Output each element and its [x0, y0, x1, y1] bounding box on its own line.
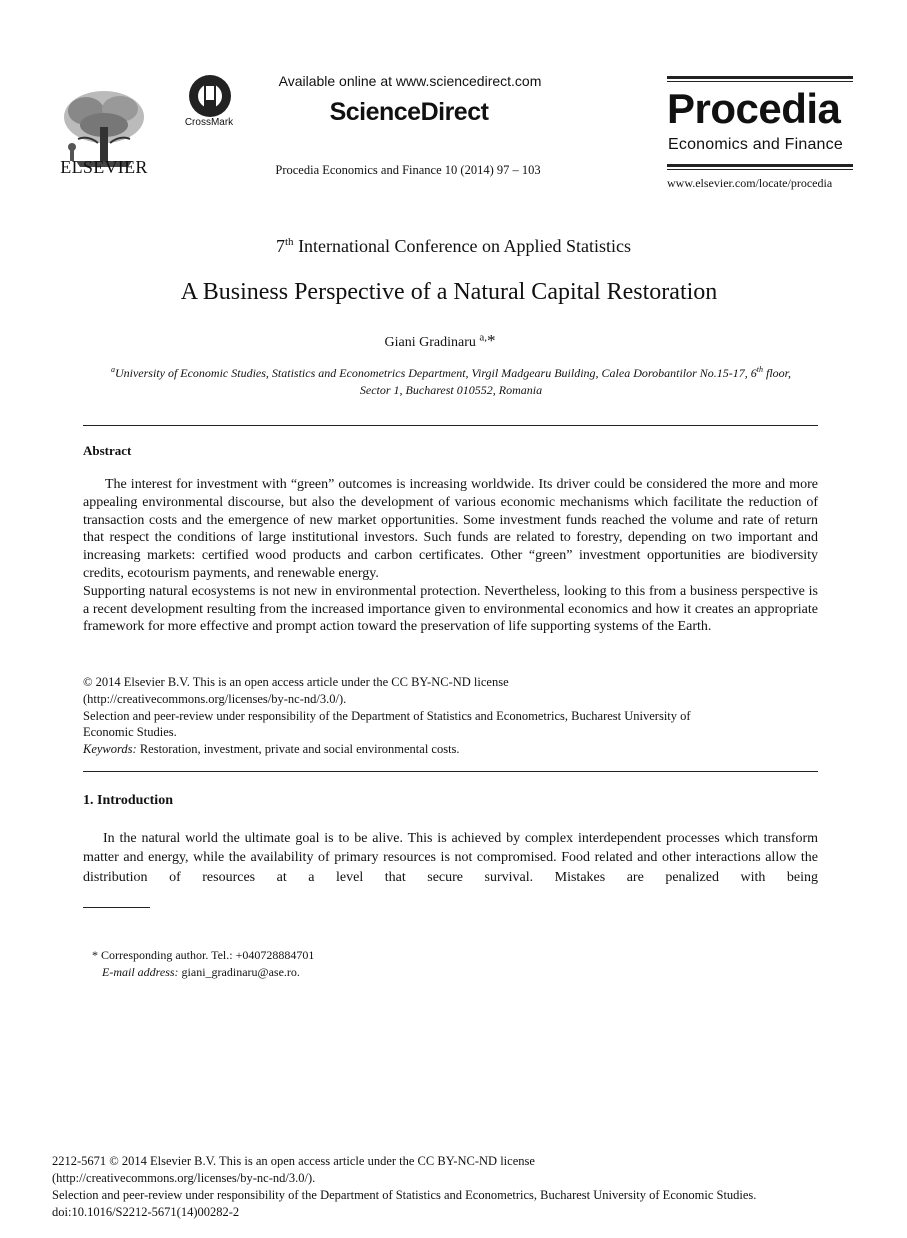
footer-issn-line: 2212-5671 © 2014 Elsevier B.V. This is an open access article under the CC BY-NC-ND license — [52, 1154, 535, 1168]
email-address[interactable]: giani_gradinaru@ase.ro. — [178, 965, 300, 979]
keywords-line — [83, 741, 818, 758]
floor-ordinal: th — [756, 365, 764, 374]
available-online-text: Available online at www.sciencedirect.com — [278, 73, 542, 89]
footer-doi[interactable]: doi:10.1016/S2212-5671(14)00282-2 — [52, 1205, 240, 1219]
abstract-paragraph-2: Supporting natural ecosystems is not new in environmental protection. Nevertheless, looking to this from a business perspective is a recent development resulting from the increased importance given to environmental economics and how it creates an appropriate framework for more effective and prompt action toward the preservation of life supporting systems of the Earth. — [83, 583, 818, 635]
abstract-heading: Abstract — [83, 443, 132, 458]
page-footer — [52, 1153, 756, 1221]
email-label: E-mail address: — [102, 965, 179, 979]
introduction-paragraph: In the natural world the ultimate goal is to be alive. This is achieved by complex interdependent processes which transform matter and energy, while the availability of primary resources is not compromised. Food related and other interactions allow the distribution of resources at a level that secure survival. Mistakes are penalized with being — [83, 831, 818, 885]
abstract-bottom-rule — [83, 771, 818, 772]
journal-reference: Procedia Economics and Finance 10 (2014) 97 – 103 — [275, 163, 541, 177]
conference-number: 7 — [276, 236, 285, 256]
author-line — [0, 331, 880, 351]
paper-title: A Business Perspective of a Natural Capital Restoration — [180, 279, 718, 305]
sciencedirect-logo: ScienceDirect — [329, 98, 489, 126]
abstract-paragraph-1: The interest for investment with “green” outcomes is increasing worldwide. Its driver could be considered the more and more appealing environmental discourse, but also the development of various economic mechanisms which facilitate the reduction of transaction costs and the emergence of new market opportunities. Some investment funds reached the volume and rate of return that respect the conditions of large institutional investors. Such funds are related to forestry, depending on two important and increasing markets: certified wood products and carbon certificates. Other “green” investment opportunities are biodiversity credits, ecotourism payments, and renewable energy. — [83, 477, 818, 581]
author-name: Giani Gradinaru — [384, 335, 476, 350]
procedia-url[interactable]: www.elsevier.com/locate/procedia — [667, 176, 833, 190]
procedia-bottom-rule — [667, 164, 853, 167]
affiliation-line2: Sector 1, Bucharest 010552, Romania — [359, 383, 543, 397]
author-affil-mark: a, — [479, 331, 487, 344]
author-star: * — [487, 331, 496, 350]
selection-line-2: Economic Studies. — [83, 725, 177, 740]
affiliation — [84, 361, 818, 399]
elsevier-wordmark: ELSEVIER — [60, 157, 148, 177]
footer-license-link[interactable]: (http://creativecommons.org/licenses/by-nc-nd/3.0/). — [52, 1171, 316, 1185]
affiliation-mark: a — [110, 365, 115, 374]
license-link[interactable]: (http://creativecommons.org/licenses/by-nc-nd/3.0/). — [83, 691, 347, 706]
footer-selection-line: Selection and peer-review under responsibility of the Department of Statistics and Econometrics, Bucharest University of Economic Studies. — [52, 1188, 757, 1202]
affiliation-line1-end: floor, — [763, 366, 792, 380]
abstract-body — [83, 476, 818, 636]
email-line — [92, 964, 314, 981]
copyright-line: © 2014 Elsevier B.V. This is an open access article under the CC BY-NC-ND license — [83, 675, 509, 689]
footnote-rule — [83, 907, 150, 908]
procedia-top-rule-thin — [667, 81, 853, 82]
conference-name — [0, 236, 907, 257]
procedia-logo-block — [667, 76, 853, 192]
footnote — [92, 947, 314, 981]
procedia-bottom-rule-thin — [667, 169, 853, 170]
affiliation-line1: University of Economic Studies, Statistics and Econometrics Department, Virgil Madgearu Building, Calea Dorobantilor No.15-17, 6 — [114, 366, 757, 380]
procedia-top-rule — [667, 76, 853, 79]
procedia-subtitle: Economics and Finance — [668, 136, 843, 153]
corresponding-author: * Corresponding author. Tel.: +040728884701 — [92, 948, 315, 962]
section-heading-introduction: 1. Introduction — [83, 793, 173, 808]
keywords-label: Keywords: — [83, 742, 137, 757]
selection-line: Selection and peer-review under responsibility of the Department of Statistics and Econometrics, Bucharest University of — [83, 708, 691, 723]
procedia-title: Procedia — [667, 85, 841, 132]
conference-ordinal: th — [285, 236, 294, 248]
crossmark-label: CrossMark — [184, 117, 234, 128]
keywords: Restoration, investment, private and social environmental costs. — [136, 742, 460, 757]
conference-title: International Conference on Applied Statistics — [293, 236, 631, 256]
abstract-copyright-block — [83, 674, 818, 758]
abstract-top-rule — [83, 425, 818, 426]
